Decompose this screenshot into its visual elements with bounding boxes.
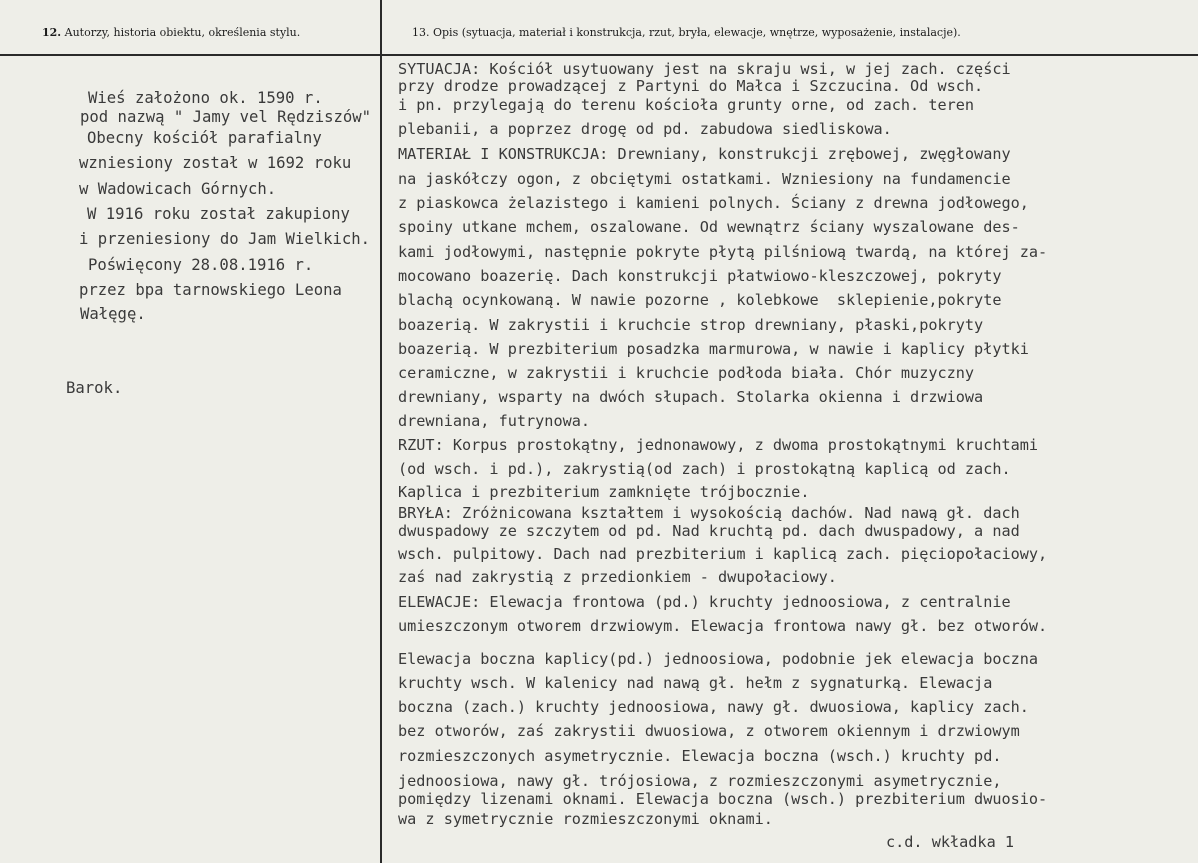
description-line: kami jodłowymi, następnie pokryte płytą pilśniową twardą, na której za- [398, 243, 1048, 261]
description-line: umieszczonym otworem drzwiowym. Elewacja frontowa nawy gł. bez otworów. [398, 617, 1048, 635]
description-line: mocowano boazerię. Dach konstrukcji płatwiowo-kleszczowej, pokryty [398, 267, 1002, 285]
description-line: wsch. pulpitowy. Dach nad prezbiterium i kaplicą zach. pięciopołaciowy, [398, 545, 1048, 563]
description-line: ceramiczne, w zakrystii i kruchcie podłoda biała. Chór muzyczny [398, 364, 975, 382]
description-line: plebanii, a poprzez drogę od pd. zabudowa siedliskowa. [398, 120, 892, 138]
history-line: Wałęgę. [80, 305, 146, 323]
history-line: Poświęcony 28.08.1916 r. [88, 256, 314, 274]
description-line: (od wsch. i pd.), zakrystią(od zach) i prostokątną kaplicą od zach. [398, 460, 1011, 478]
column-divider [380, 0, 382, 863]
history-line: w Wadowicach Górnych. [79, 180, 277, 198]
section-13-number: 13. [412, 26, 430, 39]
description-line: Kaplica i prezbiterium zamknięte trójbocznie. [398, 483, 810, 501]
description-line: zaś nad zakrystią z przedionkiem - dwupołaciowy. [398, 568, 837, 586]
section-12-number: 12. [42, 26, 62, 39]
description-line: ELEWACJE: Elewacja frontowa (pd.) kruchty jednoosiowa, z centralnie [398, 593, 1011, 611]
description-line: kruchty wsch. W kalenicy nad nawą gł. hełm z sygnaturką. Elewacja [398, 674, 993, 692]
description-line: pomiędzy lizenami oknami. Elewacja boczna (wsch.) prezbiterium dwuosio- [398, 790, 1048, 808]
description-line: jednoosiowa, nawy gł. trójosiowa, z rozmieszczonymi asymetrycznie, [398, 772, 1002, 790]
description-line: bez otworów, zaś zakrystii dwuosiowa, z otworem okiennym i drzwiowym [398, 722, 1020, 740]
history-line: Obecny kościół parafialny [87, 129, 322, 147]
description-line: i pn. przylegają do terenu kościoła grunty orne, od zach. teren [398, 96, 975, 114]
description-line: na jaskółczy ogon, z obciętymi ostatkami. Wzniesiony na fundamencie [398, 170, 1011, 188]
description-line: dwuspadowy ze szczytem od pd. Nad kruchtą pd. dach dwuspadowy, a nad [398, 522, 1020, 540]
description-line: przy drodze prowadzącej z Partyni do Małca i Szczucina. Od wsch. [398, 77, 984, 95]
header-rule [0, 54, 1198, 56]
description-line: boazerią. W zakrystii i kruchcie strop drewniany, płaski,pokryty [398, 316, 984, 334]
description-line: RZUT: Korpus prostokątny, jednonawowy, z dwoma prostokątnymi kruchtami [398, 436, 1039, 454]
description-line: spoiny utkane mchem, oszalowane. Od wewnątrz ściany wyszalowane des- [398, 218, 1020, 236]
description-line: z piaskowca żelazistego i kamieni polnych. Ściany z drewna jodłowego, [398, 194, 1029, 212]
history-line: Wieś założono ok. 1590 r. [88, 89, 323, 107]
description-line: wa z symetrycznie rozmieszczonymi oknami. [398, 810, 773, 828]
description-line: rozmieszczonych asymetrycznie. Elewacja boczna (wsch.) kruchty pd. [398, 747, 1002, 765]
section-13-label: Opis (sytuacja, materiał i konstrukcja, rzut, bryła, elewacje, wnętrze, wyposażenie, instalacje). [433, 26, 961, 39]
style-label: Barok. [66, 379, 123, 397]
history-line: przez bpa tarnowskiego Leona [79, 281, 342, 299]
section-13-header [412, 26, 961, 39]
continuation-note: c.d. wkładka 1 [886, 833, 1015, 851]
history-line: i przeniesiony do Jam Wielkich. [79, 230, 371, 248]
section-12-label: Autorzy, historia obiektu, określenia stylu. [64, 26, 301, 39]
description-line: Elewacja boczna kaplicy(pd.) jednoosiowa, podobnie jek elewacja boczna [398, 650, 1039, 668]
description-line: SYTUACJA: Kościół usytuowany jest na skraju wsi, w jej zach. części [398, 60, 1011, 78]
description-line: BRYŁA: Zróżnicowana kształtem i wysokością dachów. Nad nawą gł. dach [398, 504, 1020, 522]
description-line: drewniana, futrynowa. [398, 412, 591, 430]
description-line: drewniany, wsparty na dwóch słupach. Stolarka okienna i drzwiowa [398, 388, 984, 406]
description-line: blachą ocynkowaną. W nawie pozorne , kolebkowe sklepienie,pokryte [398, 291, 1002, 309]
description-line: boazerią. W prezbiterium posadzka marmurowa, w nawie i kaplicy płytki [398, 340, 1029, 358]
description-line: boczna (zach.) kruchty jednoosiowa, nawy gł. dwuosiowa, kaplicy zach. [398, 698, 1029, 716]
history-line: W 1916 roku został zakupiony [87, 205, 350, 223]
history-line: wzniesiony został w 1692 roku [79, 154, 352, 172]
section-12-header [42, 26, 300, 39]
description-line: MATERIAŁ I KONSTRUKCJA: Drewniany, konstrukcji zrębowej, zwęgłowany [398, 145, 1011, 163]
history-line: pod nazwą " Jamy vel Rędziszów" [80, 108, 372, 126]
